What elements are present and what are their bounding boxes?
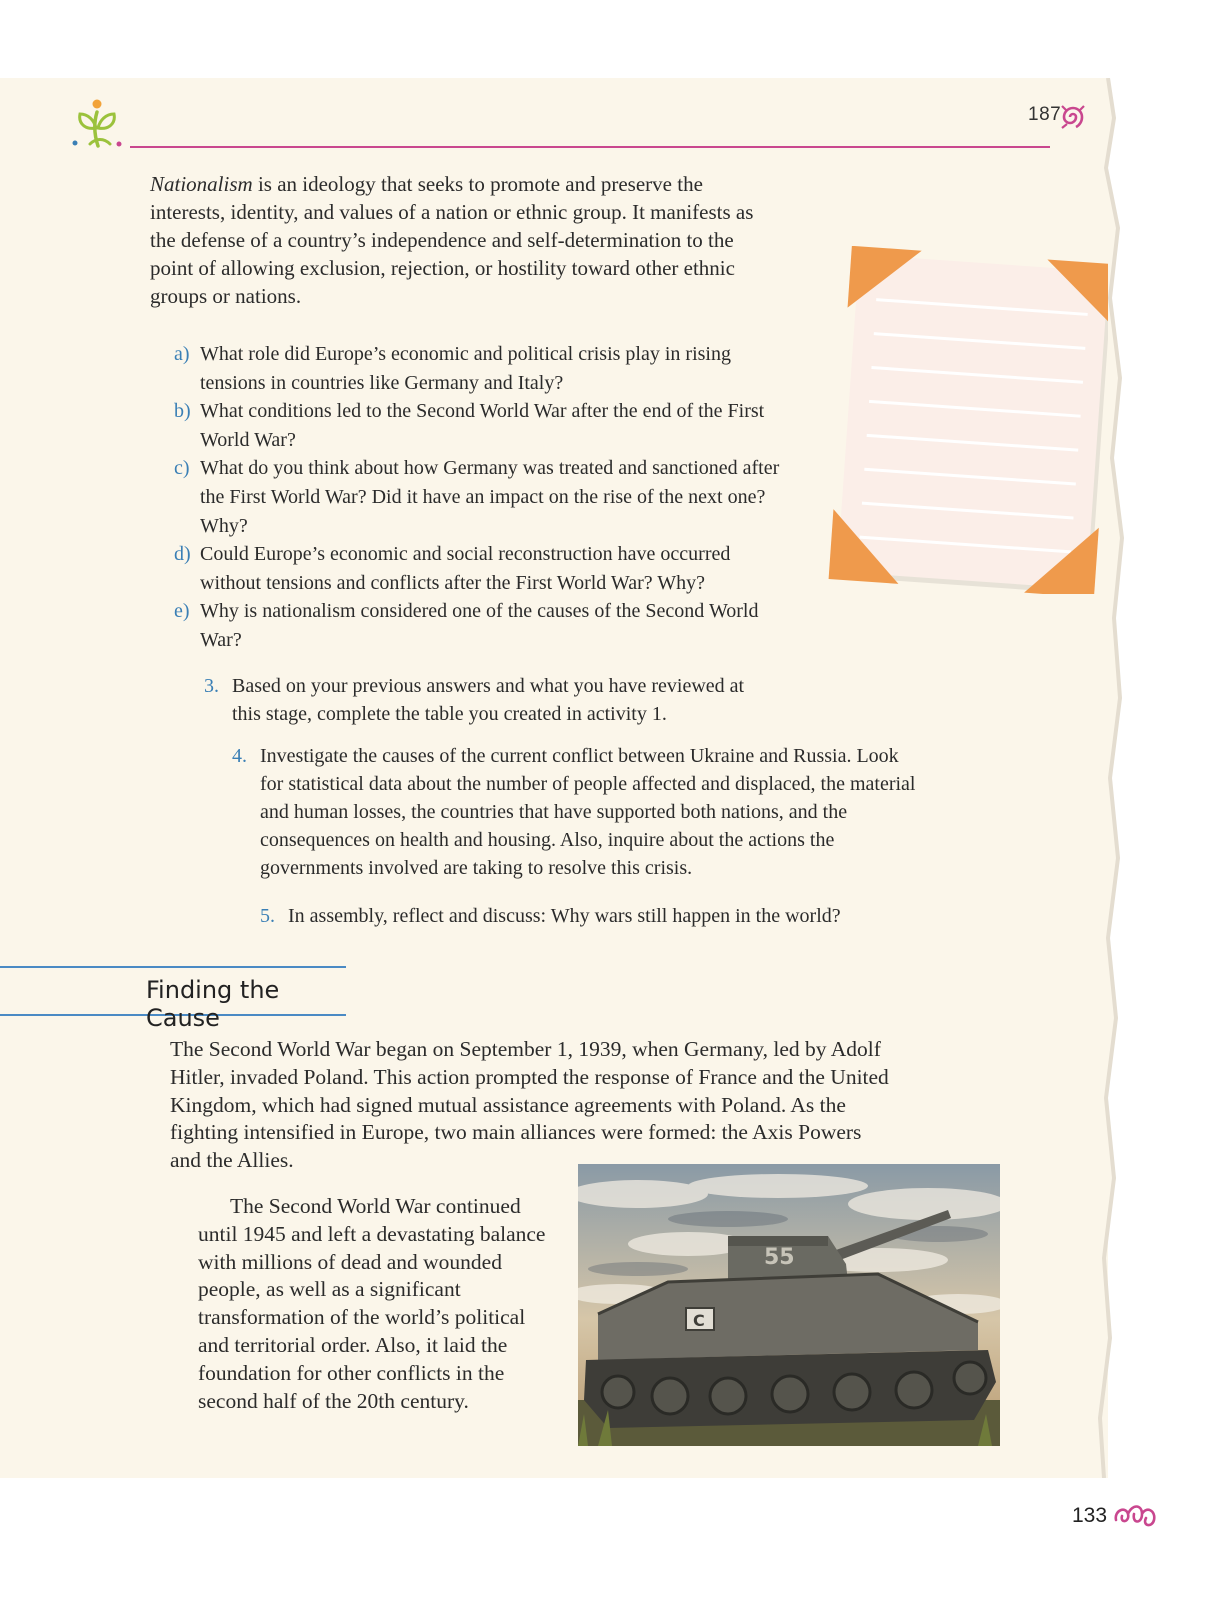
task-number: 3. [204,675,219,697]
section-heading [0,966,346,1032]
task-text: Investigate the causes of the current conflict between Ukraine and Russia. Look for statistical data about the number of people affected and displaced, the material and human losses, the countries that have supported both nations, and the consequences on health and housing. Also, inquire about the actions the governments involved are taking to resolve this crisis. [260,745,916,879]
question-text: What conditions led to the Second World War after the end of the First World War? [200,400,765,451]
question-item [174,454,794,540]
question-list [174,340,794,655]
task-number: 4. [232,745,247,767]
question-item [174,540,794,597]
task-text: In assembly, reflect and discuss: Why wars still happen in the world? [288,905,841,927]
question-text: What role did Europe’s economic and political crisis play in rising tensions in countries like Germany and Italy? [200,343,731,394]
page-number: 133 [1072,1504,1108,1527]
nationalism-text: is an ideology that seeks to promote and preserve the interests, identity, and values of a nation or ethnic group. It manifests as the defense of a country’s independence and self-determination to the point of allowing exclusion, rejection, or hostility toward other ethnic groups or nations. [150,172,754,308]
question-item [174,597,794,654]
question-label: d) [174,543,191,566]
task-text: Based on your previous answers and what you have reviewed at this stage, complete the table you created in activity 1. [232,675,745,725]
question-text: What do you think about how Germany was treated and sanctioned after the First World War? Did it have an impact on the rise of the next one? Why? [200,457,780,537]
notepaper-illustration [818,246,1108,594]
question-label: c) [174,457,190,480]
question-label: b) [174,400,191,423]
question-label: e) [174,600,190,623]
question-label: a) [174,343,190,365]
task-item [232,742,922,882]
nationalism-definition [150,170,760,310]
swirl-ornament-icon [1060,102,1086,132]
swirl-ornament-icon [1112,1502,1158,1530]
task-number: 5. [260,905,275,927]
sprout-logo-icon [72,98,126,150]
inner-page-number: 187 [1028,104,1062,125]
question-item [174,397,794,454]
tank-photo [578,1164,1000,1446]
tank-hull-marking: C [693,1311,705,1330]
section-title: Finding the Cause [146,976,280,1032]
task-item [260,902,910,930]
section-paragraph: The Second World War continued until 1945 and left a devastating balance with millions of dead and wounded people, as well as a significant transformation of the world’s political and territorial order. Also, it laid the foundation for other conflicts in the second half of the 20th century. [198,1194,546,1413]
nationalism-term: Nationalism [150,172,253,196]
question-item [174,340,794,397]
question-text: Could Europe’s economic and social reconstruction have occurred without tensions and conflicts after the First World War? Why? [200,543,731,594]
header-rule [130,146,1050,148]
question-text: Why is nationalism considered one of the causes of the Second World War? [200,600,759,651]
task-item [204,672,764,728]
section-paragraph: The Second World War began on September 1, 1939, when Germany, led by Adolf Hitler, invaded Poland. This action prompted the response of France and the United Kingdom, which had signed mutual assistance agreements with Poland. As the fighting intensified in Europe, two main alliances were formed: the Axis Powers and the Allies. [170,1037,889,1173]
tank-turret-number: 55 [764,1245,795,1270]
